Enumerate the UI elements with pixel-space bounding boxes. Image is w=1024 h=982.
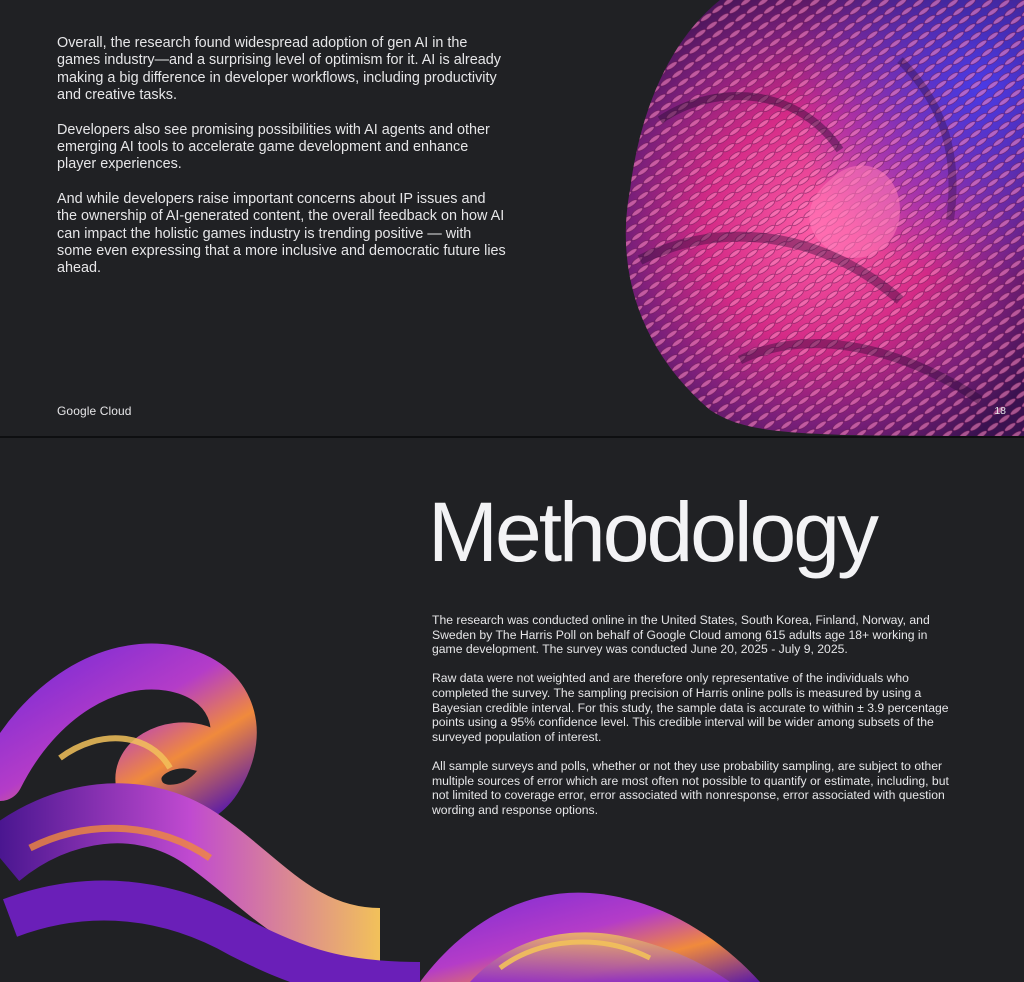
slide-19 (0, 438, 1024, 982)
summary-paragraph-2: Developers also see promising possibilities with AI agents and other emerging AI tools to accelerate game development and enhance player experiences. (57, 121, 490, 173)
methodology-paragraph-2: Raw data were not weighted and are therefore only representative of the individuals who completed the survey. The sampling precision of Harris online polls is measured by using a Bayesian credible interval. For this study, the sample data is accurate to within ± 3.9 percentage points using a 95% confidence level. This credible interval will be wider among subsets of the surveyed population of interest. (432, 671, 949, 744)
summary-paragraph-3: And while developers raise important concerns about IP issues and the ownership of AI-generated content, the overall feedback on how AI can impact the holistic games industry is trending positive — with some even expressing that a more inclusive and democratic future lies ahead. (57, 190, 506, 277)
summary-text (57, 35, 507, 295)
ribbon-sculpture-image (0, 638, 760, 982)
summary-paragraph-1: Overall, the research found widespread adoption of gen AI in the games industry—and a surprising level of optimism for it. AI is already making a big difference in developer workflows, including productivity and creative tasks. (57, 35, 501, 104)
feather-sculpture-image (600, 0, 1024, 436)
methodology-title: Methodology (428, 485, 876, 579)
methodology-paragraph-3: All sample surveys and polls, whether or not they use probability sampling, are subject to other multiple sources of error which are most often not possible to quantify or estimate, including, but not limited to coverage error, error associated with nonresponse, error associated with question wording and response options. (432, 758, 949, 817)
page-number: 18 (994, 405, 1006, 417)
slide-18 (0, 0, 1024, 436)
google-cloud-logo: Google Cloud (57, 404, 132, 418)
methodology-paragraph-1: The research was conducted online in the United States, South Korea, Finland, Norway, and Sweden by The Harris Poll on behalf of Google Cloud among 615 adults age 18+ working in game development. The survey was conducted June 20, 2025 - July 9, 2025. (432, 613, 930, 657)
